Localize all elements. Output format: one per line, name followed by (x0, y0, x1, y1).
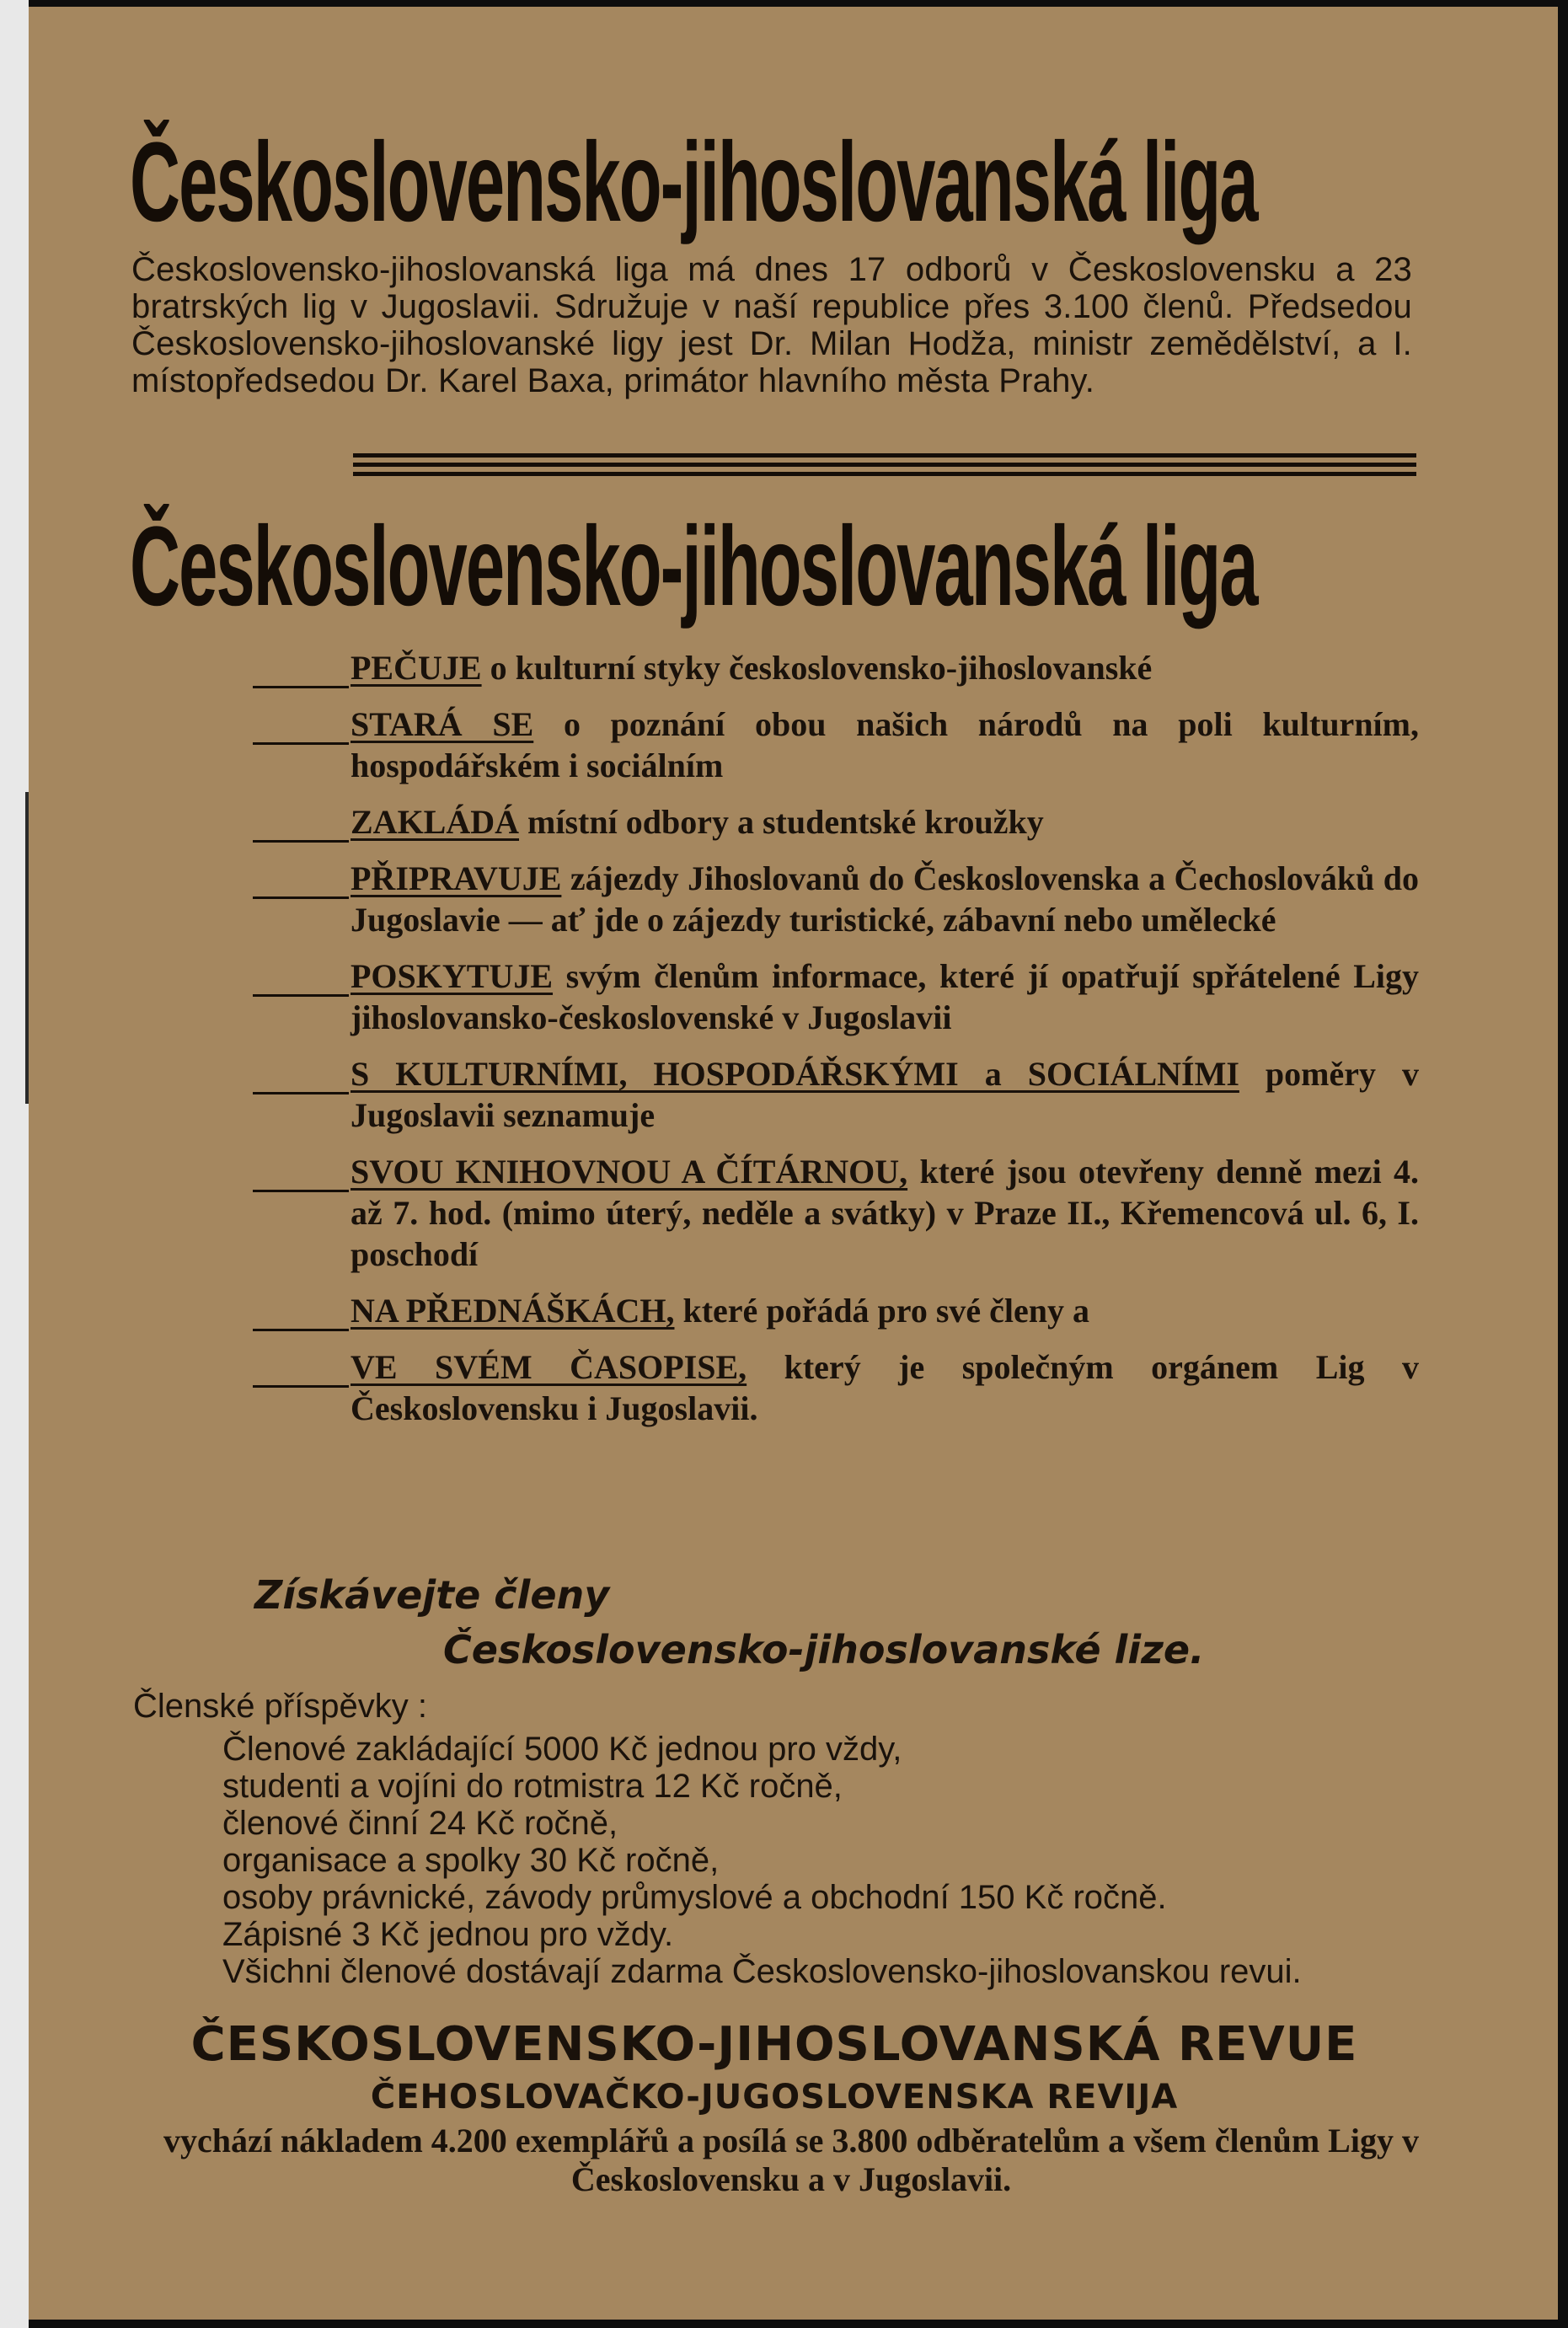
list-item (130, 647, 1419, 688)
fee-item: Všichni členové dostávají zdarma Československo-jihoslovanskou revui. (222, 1953, 1302, 1990)
second-title: Československo-jihoslovanská liga (130, 504, 1257, 629)
item-head: S KULTURNÍMI, HOSPODÁŘSKÝMI a SOCIÁLNÍMI (351, 1055, 1239, 1093)
item-rule (253, 840, 349, 843)
cta-line-1: Získávejte členy (254, 1572, 610, 1618)
item-head: SVOU KNIHOVNOU A ČÍTÁRNOU, (351, 1153, 908, 1191)
item-rule (253, 742, 349, 745)
item-head: PEČUJE (351, 649, 482, 687)
item-head: VE SVÉM ČASOPISE, (351, 1348, 747, 1386)
revija-title: ČEHOSLOVAČKO-JUGOSLOVENSKA REVIJA (370, 2078, 1179, 2117)
list-item (130, 858, 1419, 940)
divider-line-3 (353, 472, 1416, 476)
intro-paragraph: Československo-jihoslovanská liga má dnes 17 odborů v Československu a 23 bratrských lig v Jugoslavii. Sdružuje v naší republice přes 3.100 členů. Předsedou Československo-jihoslovanské ligy jest Dr. Milan Hodža, ministr zemědělství, a I. místopředsedou Dr. Karel Baxa, primátor hlavního města Prahy. (131, 251, 1412, 399)
item-rule (253, 896, 349, 899)
page-left-edge (0, 0, 29, 2328)
fee-item: členové činní 24 Kč ročně, (222, 1805, 618, 1842)
top-title: Československo-jihoslovanská liga (130, 120, 1257, 245)
item-rule (253, 1190, 349, 1192)
item-text: místní odbory a studentské kroužky (519, 803, 1044, 841)
divider-line-2 (353, 463, 1416, 467)
item-text: které jsou otevřeny denně mezi 4. až 7. hod. (mimo úterý, neděle a svátky) v Praze II., Křemencová ul. 6, I. poschodí (351, 1153, 1419, 1273)
list-item (130, 1290, 1419, 1331)
item-head: STARÁ SE (351, 705, 534, 743)
item-rule (253, 994, 349, 997)
item-head: ZAKLÁDÁ (351, 803, 520, 841)
item-text: svým členům informace, které jí opatřují spřátelené Ligy jihoslovansko-československé v Jugoslavii (351, 957, 1419, 1036)
item-rule (253, 1385, 349, 1388)
list-item (130, 704, 1419, 786)
fee-item: organisace a spolky 30 Kč ročně, (222, 1842, 720, 1879)
cta-line-2: Československo-jihoslovanské lize. (443, 1627, 1205, 1672)
revue-description: vychází nákladem 4.200 exemplářů a posílá se 3.800 odběratelům a všem členům Ligy v Československu a v Jugoslavii. (163, 2122, 1419, 2198)
item-rule (253, 1092, 349, 1094)
item-text: o kulturní styky československo-jihoslovanské (481, 649, 1153, 687)
list-item (130, 1346, 1419, 1429)
item-text: které pořádá pro své členy a (674, 1292, 1090, 1330)
page-content (29, 7, 1558, 2320)
list-item (130, 955, 1419, 1038)
item-rule (253, 1329, 349, 1331)
fees-heading: Členské příspěvky : (133, 1688, 428, 1725)
item-text: zájezdy Jihoslovanů do Československa a Čechoslováků do Jugoslavie — ať jde o zájezdy turistické, zábavní nebo umělecké (351, 859, 1419, 939)
item-head: POSKYTUJE (351, 957, 554, 995)
revue-title: ČESKOSLOVENSKO-JIHOSLOVANSKÁ REVUE (190, 2017, 1358, 2072)
fee-item: osoby právnické, závody průmyslové a obchodní 150 Kč ročně. (222, 1879, 1167, 1916)
item-text: který je společným orgánem Lig v Československu i Jugoslavii. (351, 1348, 1419, 1427)
item-text: poměry v Jugoslavii seznamuje (351, 1055, 1419, 1134)
item-text: o poznání obou našich národů na poli kulturním, hospodářském i sociálním (351, 705, 1419, 784)
list-item (130, 801, 1419, 843)
fees-list (222, 1731, 1302, 1990)
list-item (130, 1151, 1419, 1275)
fee-item: Členové zakládající 5000 Kč jednou pro vždy, (222, 1731, 902, 1768)
document-page (29, 7, 1558, 2320)
item-rule (253, 686, 349, 688)
list-item (130, 1053, 1419, 1136)
divider-line-1 (353, 453, 1416, 458)
item-head: PŘIPRAVUJE (351, 859, 562, 897)
fee-item: Zápisné 3 Kč jednou pro vždy. (222, 1916, 674, 1953)
item-head: NA PŘEDNÁŠKÁCH, (351, 1292, 675, 1330)
activity-list (130, 647, 1419, 1444)
fee-item: studenti a vojíni do rotmistra 12 Kč ročně, (222, 1768, 843, 1805)
